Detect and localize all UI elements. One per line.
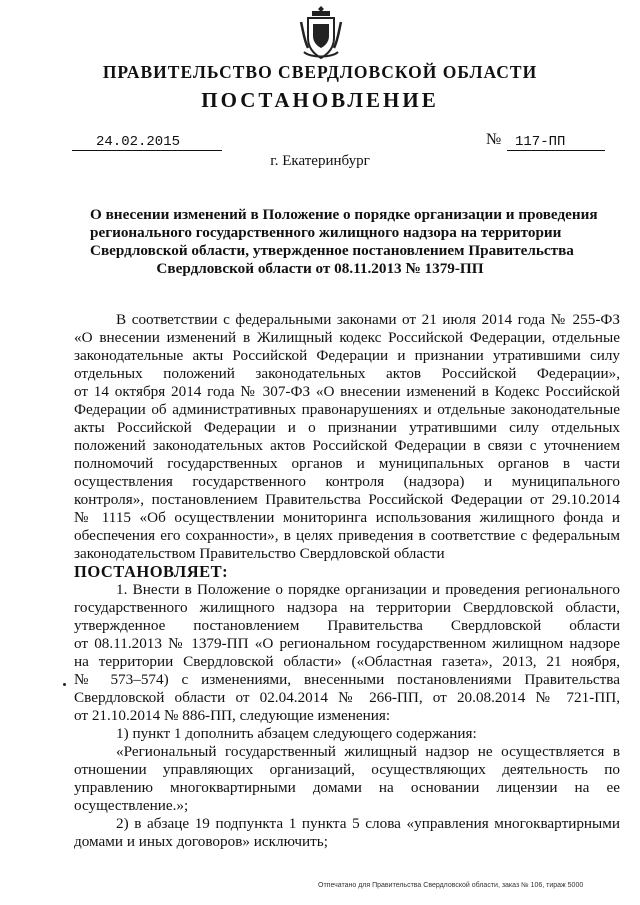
preamble-line: законодательные акты Российской Федерации и признании утратившими силу xyxy=(74,347,620,364)
item1-line: утвержденное постановлением Правительства Свердловской области xyxy=(74,617,620,634)
preamble-line: отдельных положений законодательных актов Российской Федерации», xyxy=(74,365,620,382)
quote-line: управлению многоквартирными домами на основании лицензии на ее xyxy=(74,779,620,796)
preamble-line: Федерации об административных правонарушениях и отдельные законодательные xyxy=(74,401,620,418)
preamble-line: положений законодательных актов Российской Федерации в связи с уточнением xyxy=(74,437,620,454)
item1-line: государственного жилищного надзора на территории Свердловской области, xyxy=(74,599,620,616)
decree-word: ПОСТАНОВЛЯЕТ: xyxy=(74,562,229,581)
margin-mark xyxy=(63,683,66,686)
print-footer: Отпечатано для Правительства Свердловской области, заказ № 106, тираж 5000 xyxy=(318,882,584,889)
quote-line: осуществление.»; xyxy=(74,797,189,814)
subitem-1: 1) пункт 1 дополнить абзацем следующего содержания: xyxy=(116,725,477,742)
quote-line: отношении управляющих организаций, осуществляющих деятельность по xyxy=(74,761,620,778)
preamble-line: осуществления государственного контроля (надзора) и муниципального xyxy=(74,473,620,490)
item1-line: 1. Внести в Положение о порядке организации и проведения регионального xyxy=(116,581,620,598)
preamble-line: акты Российской Федерации и о признании утратившими силу отдельных xyxy=(74,419,620,436)
coat-of-arms-icon xyxy=(298,4,344,62)
government-name: ПРАВИТЕЛЬСТВО СВЕРДЛОВСКОЙ ОБЛАСТИ xyxy=(102,62,538,82)
preamble-line: от 14 октября 2014 года № 307-ФЗ «О внесении изменений в Кодекс Российской xyxy=(74,383,620,400)
item1-line: от 08.11.2013 № 1379-ПП «О региональном государственном жилищном надзоре xyxy=(74,635,620,652)
number-label: № xyxy=(486,131,502,148)
title-line: Свердловской области от 08.11.2013 № 1379-ПП xyxy=(156,260,484,277)
document-body xyxy=(74,311,620,851)
item1-line: от 21.10.2014 № 886-ПП, следующие изменения: xyxy=(74,707,391,724)
item1-line: на территории Свердловской области» («Областная газета», 2013, 21 ноября, xyxy=(74,653,620,670)
document-date: 24.02.2015 xyxy=(72,134,222,151)
preamble-line: законодательством Правительство Свердловской области xyxy=(74,545,445,562)
title-line: регионального государственного жилищного надзора на территории xyxy=(90,224,562,241)
subitem-2-line: 2) в абзаце 19 подпункта 1 пункта 5 слова «управления многоквартирными xyxy=(116,815,620,832)
document-number: 117-ПП xyxy=(507,134,605,151)
subitem-2-line: домами и иных договоров» исключить; xyxy=(74,833,328,850)
preamble-line: полномочий государственных органов и муниципальных органов в части xyxy=(74,455,620,472)
item1-line: № 573–574) с изменениями, внесенными постановлениями Правительства xyxy=(74,671,620,688)
title-line: О внесении изменений в Положение о порядке организации и проведения xyxy=(90,206,598,223)
document-type: ПОСТАНОВЛЕНИЕ xyxy=(201,88,439,112)
city: г. Екатеринбург xyxy=(270,153,370,169)
preamble-line: обеспечения его сохранности», в целях приведения в соответствие с федеральным xyxy=(74,527,620,544)
quote-line: «Региональный государственный жилищный надзор не осуществляется в xyxy=(116,743,620,760)
preamble-line: В соответствии с федеральными законами от 21 июля 2014 года № 255-ФЗ xyxy=(116,311,620,328)
resolution-title xyxy=(90,206,598,278)
preamble-line: № 1115 «Об осуществлении мониторинга использования жилищного фонда и xyxy=(74,509,620,526)
preamble-line: «О внесении изменений в Жилищный кодекс Российской Федерации, отдельные xyxy=(74,329,620,346)
preamble-line: контроля», постановлением Правительства Российской Федерации от 29.10.2014 xyxy=(74,491,620,508)
title-line: Свердловской области, утвержденное постановлением Правительства xyxy=(90,242,574,259)
item1-line: Свердловской области от 02.04.2014 № 266-ПП, от 20.08.2014 № 721-ПП, xyxy=(74,689,620,706)
